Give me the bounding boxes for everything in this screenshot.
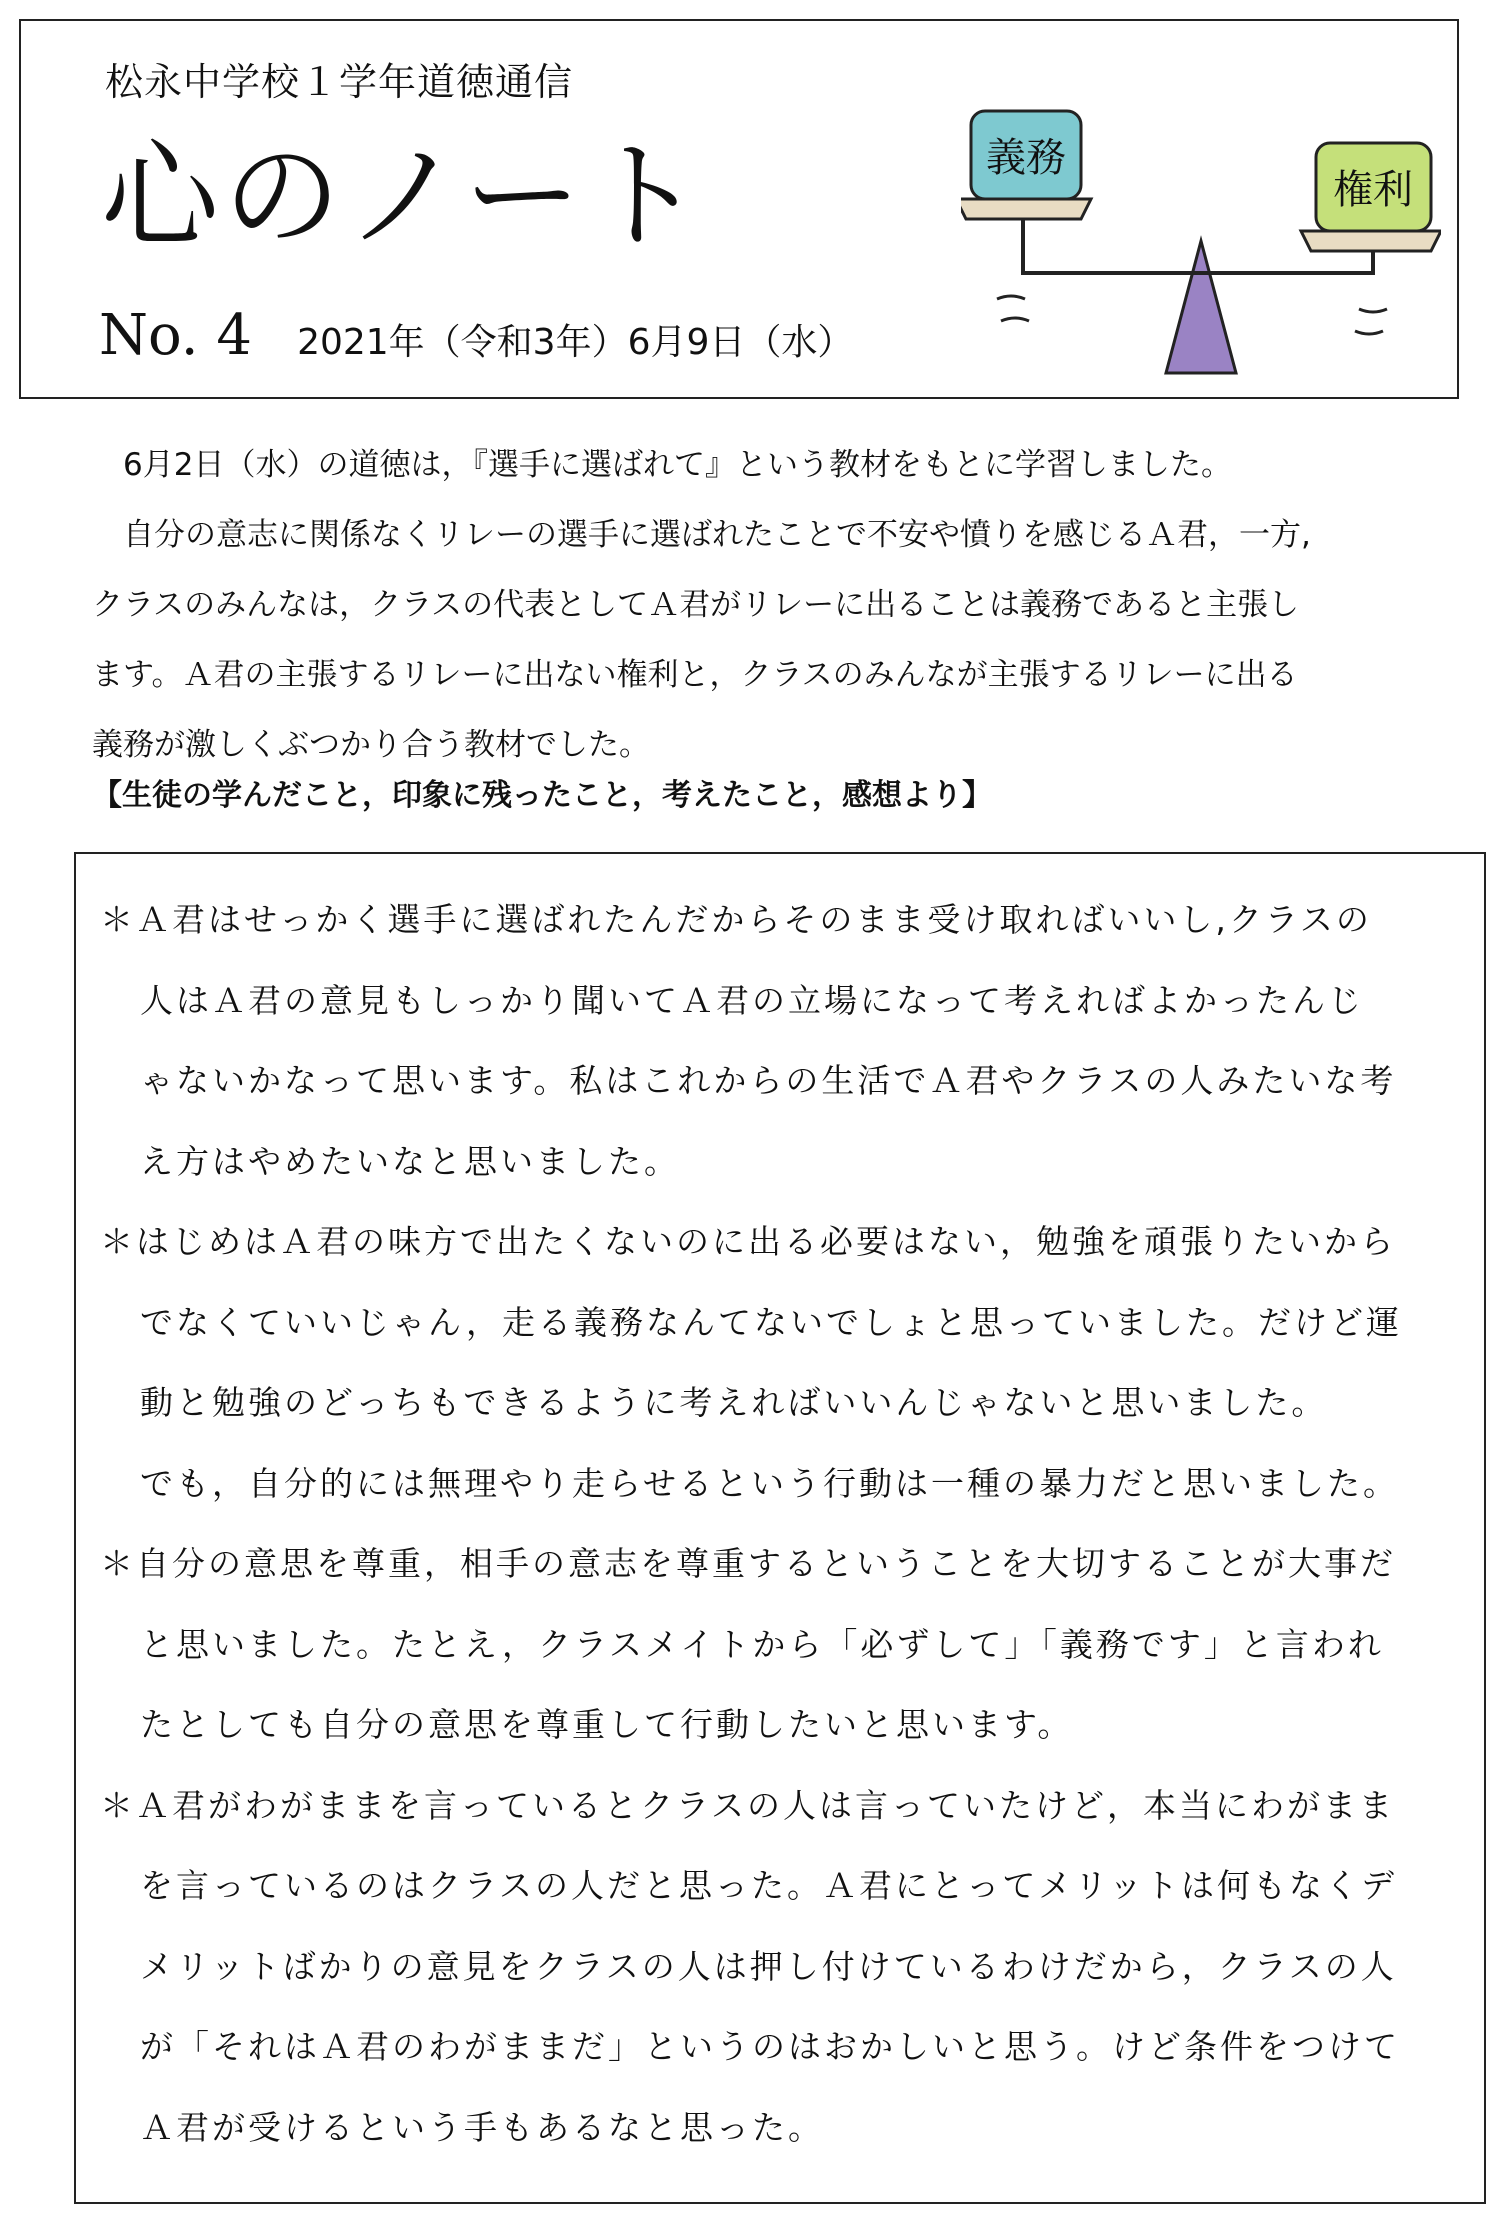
comment-line: たとしても自分の意思を尊重して行動したいと思います。 <box>140 1705 1074 1744</box>
scale-left-label: 義務 <box>986 135 1066 181</box>
intro-text <box>92 430 1462 780</box>
comment-line: 動と勉強のどっちもできるように考えればいいんじゃないと思いました。 <box>140 1383 1328 1422</box>
intro-line: クラスのみんなは，クラスの代表としてＡ君がリレーに出ることは義務であると主張し <box>92 587 1300 623</box>
comments-heading: 【生徒の学んだこと，印象に残ったこと，考えたこと，感想より】 <box>92 778 992 813</box>
newsletter-title: 心のノート <box>101 127 708 265</box>
intro-line: ます。Ａ君の主張するリレーに出ない権利と，クラスのみんなが主張するリレーに出る <box>92 657 1298 693</box>
header-box <box>19 19 1459 399</box>
comment-line: ゃないかなって思います。私はこれからの生活でＡ君やクラスの人みたいな考 <box>140 1061 1397 1100</box>
comment-line: メリットばかりの意見をクラスの人は押し付けているわけだから，クラスの人 <box>140 1946 1397 1986</box>
comment-line: ＊Ａ君はせっかく選手に選ばれたんだからそのまま受け取ればいいし,クラスの <box>100 900 1372 939</box>
intro-line: 6月2日（水）の道徳は，『選手に選ばれて』という教材をもとに学習しました。 <box>123 447 1232 483</box>
comment-line: を言っているのはクラスの人だと思った。Ａ君にとってメリットは何もなくデ <box>140 1866 1398 1905</box>
issue-line <box>99 303 853 368</box>
comment-line: Ａ君が受けるという手もあるなと思った。 <box>140 2107 824 2147</box>
comment-line: でなくていいじゃん，走る義務なんてないでしょと思っていました。だけど運 <box>140 1302 1402 1342</box>
comment-line: ＊自分の意思を尊重，相手の意志を尊重するということを大切することが大事だ <box>100 1544 1396 1583</box>
right-pan-icon <box>1301 231 1441 251</box>
motion-mark-left-icon <box>997 296 1029 321</box>
comment-line: が「それはＡ君のわがままだ」というのはおかしいと思う。けど条件をつけて <box>140 2027 1400 2066</box>
comment-line: と思いました。たとえ，クラスメイトから「必ずして」「義務です」と言われ <box>140 1624 1384 1664</box>
issue-date: 2021年（令和3年）6月9日（水） <box>297 322 854 363</box>
fulcrum-icon <box>1166 241 1236 373</box>
intro-line: 義務が激しくぶつかり合う教材でした。 <box>92 727 650 763</box>
comment-line: でも，自分的には無理やり走らせるという行動は一種の暴力だと思いました。 <box>140 1463 1400 1503</box>
comment-line: ＊はじめはＡ君の味方で出たくないのに出る必要はない，勉強を頑張りたいから <box>100 1222 1396 1261</box>
school-line: 松永中学校１学年道徳通信 <box>105 60 574 104</box>
motion-mark-right-icon <box>1355 309 1387 334</box>
comment-line: 人はＡ君の意見もしっかり聞いてＡ君の立場になって考えればよかったんじ <box>140 980 1364 1020</box>
issue-number: No. 4 <box>99 303 252 368</box>
scale-right-label: 権利 <box>1333 167 1413 213</box>
comment-line: え方はやめたいなと思いました。 <box>140 1141 680 1181</box>
intro-line: 自分の意志に関係なくリレーの選手に選ばれたことで不安や憤りを感じるＡ君，一方, <box>123 517 1311 553</box>
left-pan-icon <box>961 199 1091 219</box>
balance-scale-illustration <box>961 81 1441 401</box>
comment-line: ＊Ａ君がわがままを言っているとクラスの人は言っていたけど，本当にわがまま <box>100 1785 1396 1825</box>
student-comments <box>100 880 1470 2168</box>
